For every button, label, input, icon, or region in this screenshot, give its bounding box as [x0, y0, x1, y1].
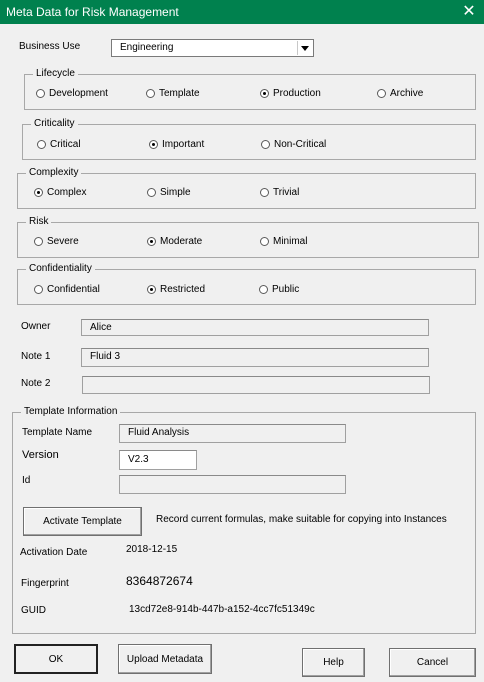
- radio-public[interactable]: [259, 282, 299, 296]
- title-bar: [0, 0, 484, 24]
- confidentiality-legend: Confidentiality: [26, 263, 95, 274]
- chevron-down-icon[interactable]: [297, 41, 312, 55]
- radio-selected-icon: [34, 188, 43, 197]
- radio-label: Public: [272, 283, 300, 295]
- activate-description: Record current formulas, make suitable for copying into Instances: [156, 514, 447, 525]
- radio-label: Simple: [160, 186, 191, 198]
- lifecycle-group: [24, 68, 476, 110]
- radio-moderate[interactable]: [147, 234, 202, 248]
- radio-archive[interactable]: [377, 86, 423, 100]
- template-name-label: Template Name: [22, 427, 93, 438]
- radio-development[interactable]: [36, 86, 108, 100]
- radio-label: Minimal: [273, 235, 308, 247]
- radio-label: Complex: [47, 186, 87, 198]
- radio-minimal[interactable]: [260, 234, 307, 248]
- fingerprint-label: Fingerprint: [21, 578, 69, 589]
- radio-icon: [377, 89, 386, 98]
- owner-field[interactable]: Alice: [81, 319, 429, 336]
- complexity-legend: Complexity: [26, 167, 81, 178]
- note1-field[interactable]: Fluid 3: [81, 348, 429, 367]
- risk-legend: Risk: [26, 216, 51, 227]
- radio-selected-icon: [147, 237, 156, 246]
- radio-label: Archive: [390, 87, 424, 99]
- window-title: Meta Data for Risk Management: [6, 5, 179, 19]
- radio-complex[interactable]: [34, 185, 86, 199]
- radio-severe[interactable]: [34, 234, 79, 248]
- radio-important[interactable]: [149, 137, 204, 151]
- radio-trivial[interactable]: [260, 185, 299, 199]
- radio-label: Important: [162, 138, 205, 150]
- radio-non-critical[interactable]: [261, 137, 326, 151]
- radio-icon: [259, 285, 268, 294]
- note1-label: Note 1: [21, 351, 51, 362]
- owner-label: Owner: [21, 321, 51, 332]
- lifecycle-legend: Lifecycle: [33, 68, 78, 79]
- activation-date-value: 2018-12-15: [126, 544, 178, 555]
- radio-label: Trivial: [273, 186, 300, 198]
- cancel-button[interactable]: Cancel: [389, 648, 476, 677]
- radio-label: Development: [49, 87, 108, 99]
- radio-icon: [146, 89, 155, 98]
- template-info-legend: Template Information: [21, 406, 120, 417]
- id-label: Id: [22, 475, 31, 486]
- activate-template-button[interactable]: Activate Template: [23, 507, 142, 536]
- radio-production[interactable]: [260, 86, 321, 100]
- note2-label: Note 2: [21, 378, 51, 389]
- radio-selected-icon: [147, 285, 156, 294]
- radio-icon: [260, 188, 269, 197]
- radio-template[interactable]: [146, 86, 200, 100]
- radio-label: Severe: [47, 235, 79, 247]
- radio-label: Non-Critical: [274, 138, 327, 150]
- radio-icon: [260, 237, 269, 246]
- radio-label: Confidential: [47, 283, 100, 295]
- radio-icon: [36, 89, 45, 98]
- activation-date-label: Activation Date: [20, 547, 88, 558]
- complexity-group: [17, 167, 476, 209]
- guid-value: 13cd72e8-914b-447b-a152-4cc7fc51349c: [129, 604, 315, 615]
- radio-icon: [261, 140, 270, 149]
- radio-critical[interactable]: [37, 137, 81, 151]
- radio-confidential[interactable]: [34, 282, 100, 296]
- radio-icon: [34, 237, 43, 246]
- radio-restricted[interactable]: [147, 282, 205, 296]
- radio-selected-icon: [149, 140, 158, 149]
- radio-label: Moderate: [160, 235, 203, 247]
- radio-icon: [37, 140, 46, 149]
- business-use-value: Engineering: [120, 42, 174, 53]
- fingerprint-value: 8364872674: [126, 574, 193, 588]
- radio-icon: [147, 188, 156, 197]
- radio-icon: [34, 285, 43, 294]
- business-use-label: Business Use: [19, 41, 81, 52]
- guid-label: GUID: [21, 605, 46, 616]
- radio-label: Restricted: [160, 283, 206, 295]
- criticality-group: [22, 118, 476, 160]
- id-field[interactable]: [119, 475, 346, 494]
- radio-selected-icon: [260, 89, 269, 98]
- radio-label: Production: [273, 87, 321, 99]
- ok-button[interactable]: OK: [14, 644, 98, 674]
- radio-label: Template: [159, 87, 200, 99]
- close-icon[interactable]: ✕: [462, 3, 476, 20]
- upload-metadata-button[interactable]: Upload Metadata: [118, 644, 212, 674]
- help-button[interactable]: Help: [302, 648, 365, 677]
- version-field[interactable]: V2.3: [119, 450, 197, 470]
- version-label: Version: [22, 449, 59, 461]
- radio-label: Critical: [50, 138, 81, 150]
- risk-group: [17, 216, 479, 258]
- criticality-legend: Criticality: [31, 118, 78, 129]
- confidentiality-group: [17, 263, 476, 305]
- note2-field[interactable]: [82, 376, 430, 394]
- radio-simple[interactable]: [147, 185, 191, 199]
- business-use-select[interactable]: [111, 39, 314, 57]
- template-name-field[interactable]: Fluid Analysis: [119, 424, 346, 443]
